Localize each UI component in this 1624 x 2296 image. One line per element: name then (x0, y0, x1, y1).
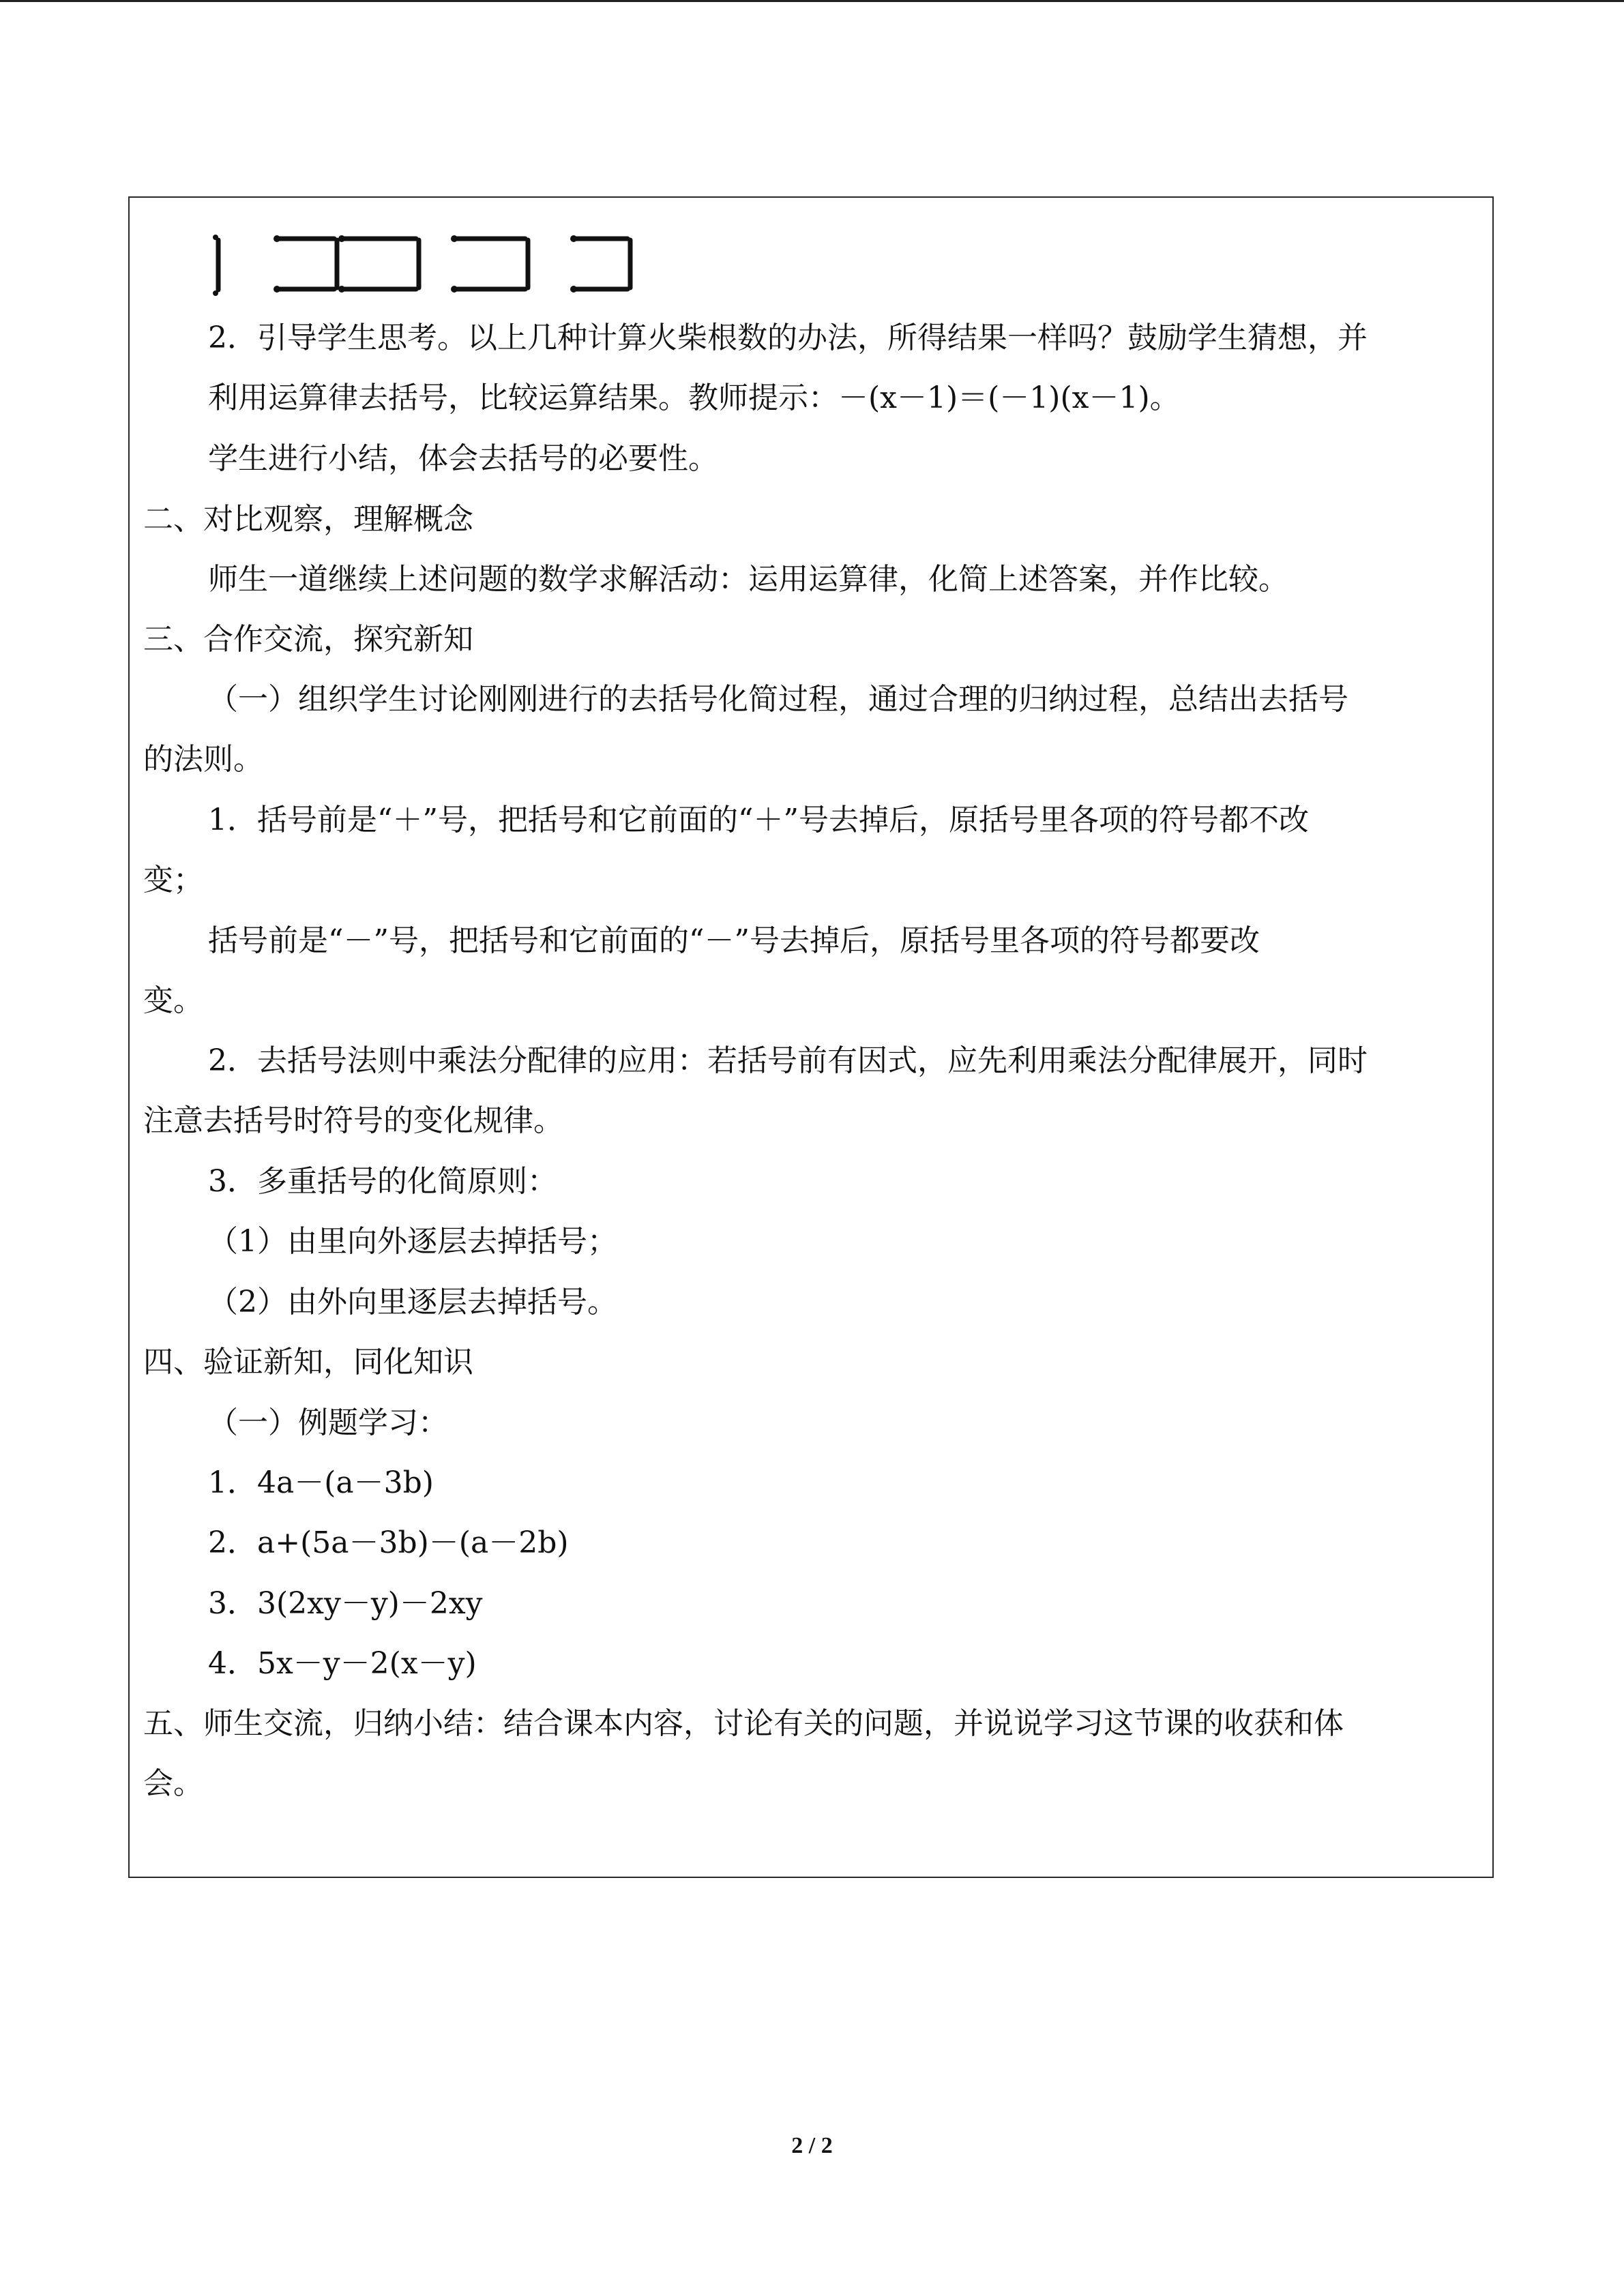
text-line: 利用运算律去括号，比较运算结果。教师提示：－(x－1)＝(－1)(x－1)。 (208, 381, 1180, 415)
text-line: （2）由外向里逐层去掉括号。 (208, 1285, 617, 1320)
text-line: 1．4a－(a－3b) (208, 1465, 434, 1500)
matchstick-figures (205, 225, 655, 307)
matchstick-figure-2 (274, 235, 337, 293)
text-line: （1）由里向外逐层去掉括号； (208, 1224, 617, 1259)
matchstick-figure-1 (213, 235, 218, 296)
text-line: 会。 (143, 1766, 203, 1801)
text-line: 括号前是“－”号，把括号和它前面的“－”号去掉后，原括号里各项的符号都要改 (208, 923, 1260, 958)
text-line: 2．去括号法则中乘法分配律的应用：若括号前有因式，应先利用乘法分配律展开，同时 (208, 1043, 1368, 1078)
text-line: 五、师生交流，归纳小结：结合课本内容，讨论有关的问题，并说说学习这节课的收获和体 (143, 1706, 1344, 1741)
text-line: 变； (143, 863, 203, 897)
matchstick-figure-5 (570, 235, 630, 293)
text-line: 师生一道继续上述问题的数学求解活动：运用运算律，化简上述答案，并作比较。 (208, 562, 1288, 597)
matchstick-figure-4 (451, 235, 528, 293)
text-line: 三、合作交流，探究新知 (143, 622, 473, 657)
text-line: 4．5x－y－2(x－y) (208, 1646, 477, 1681)
text-line: 1．括号前是“＋”号，把括号和它前面的“＋”号去掉后，原括号里各项的符号都不改 (208, 803, 1309, 837)
text-line: 2．引导学生思考。以上几种计算火柴根数的办法，所得结果一样吗？鼓励学生猜想，并 (208, 320, 1368, 355)
top-rule (0, 0, 1624, 2)
page-number: 2 / 2 (791, 2133, 833, 2158)
text-line: 变。 (143, 983, 203, 1018)
text-line: 注意去括号时符号的变化规律。 (143, 1103, 563, 1138)
text-line: （一）组织学生讨论刚刚进行的去括号化简过程，通过合理的归纳过程，总结出去括号 (208, 682, 1348, 717)
matchstick-figure-3 (338, 235, 419, 293)
text-line: （一）例题学习： (208, 1405, 448, 1440)
text-line: 的法则。 (143, 742, 263, 777)
text-line: 学生进行小结，体会去括号的必要性。 (208, 441, 718, 476)
text-line: 四、验证新知，同化知识 (143, 1345, 473, 1380)
text-line: 二、对比观察，理解概念 (143, 502, 473, 537)
text-line: 2．a+(5a－3b)－(a－2b) (208, 1525, 569, 1560)
text-line: 3．多重括号的化简原则： (208, 1164, 557, 1199)
text-line: 3．3(2xy－y)－2xy (208, 1586, 483, 1621)
